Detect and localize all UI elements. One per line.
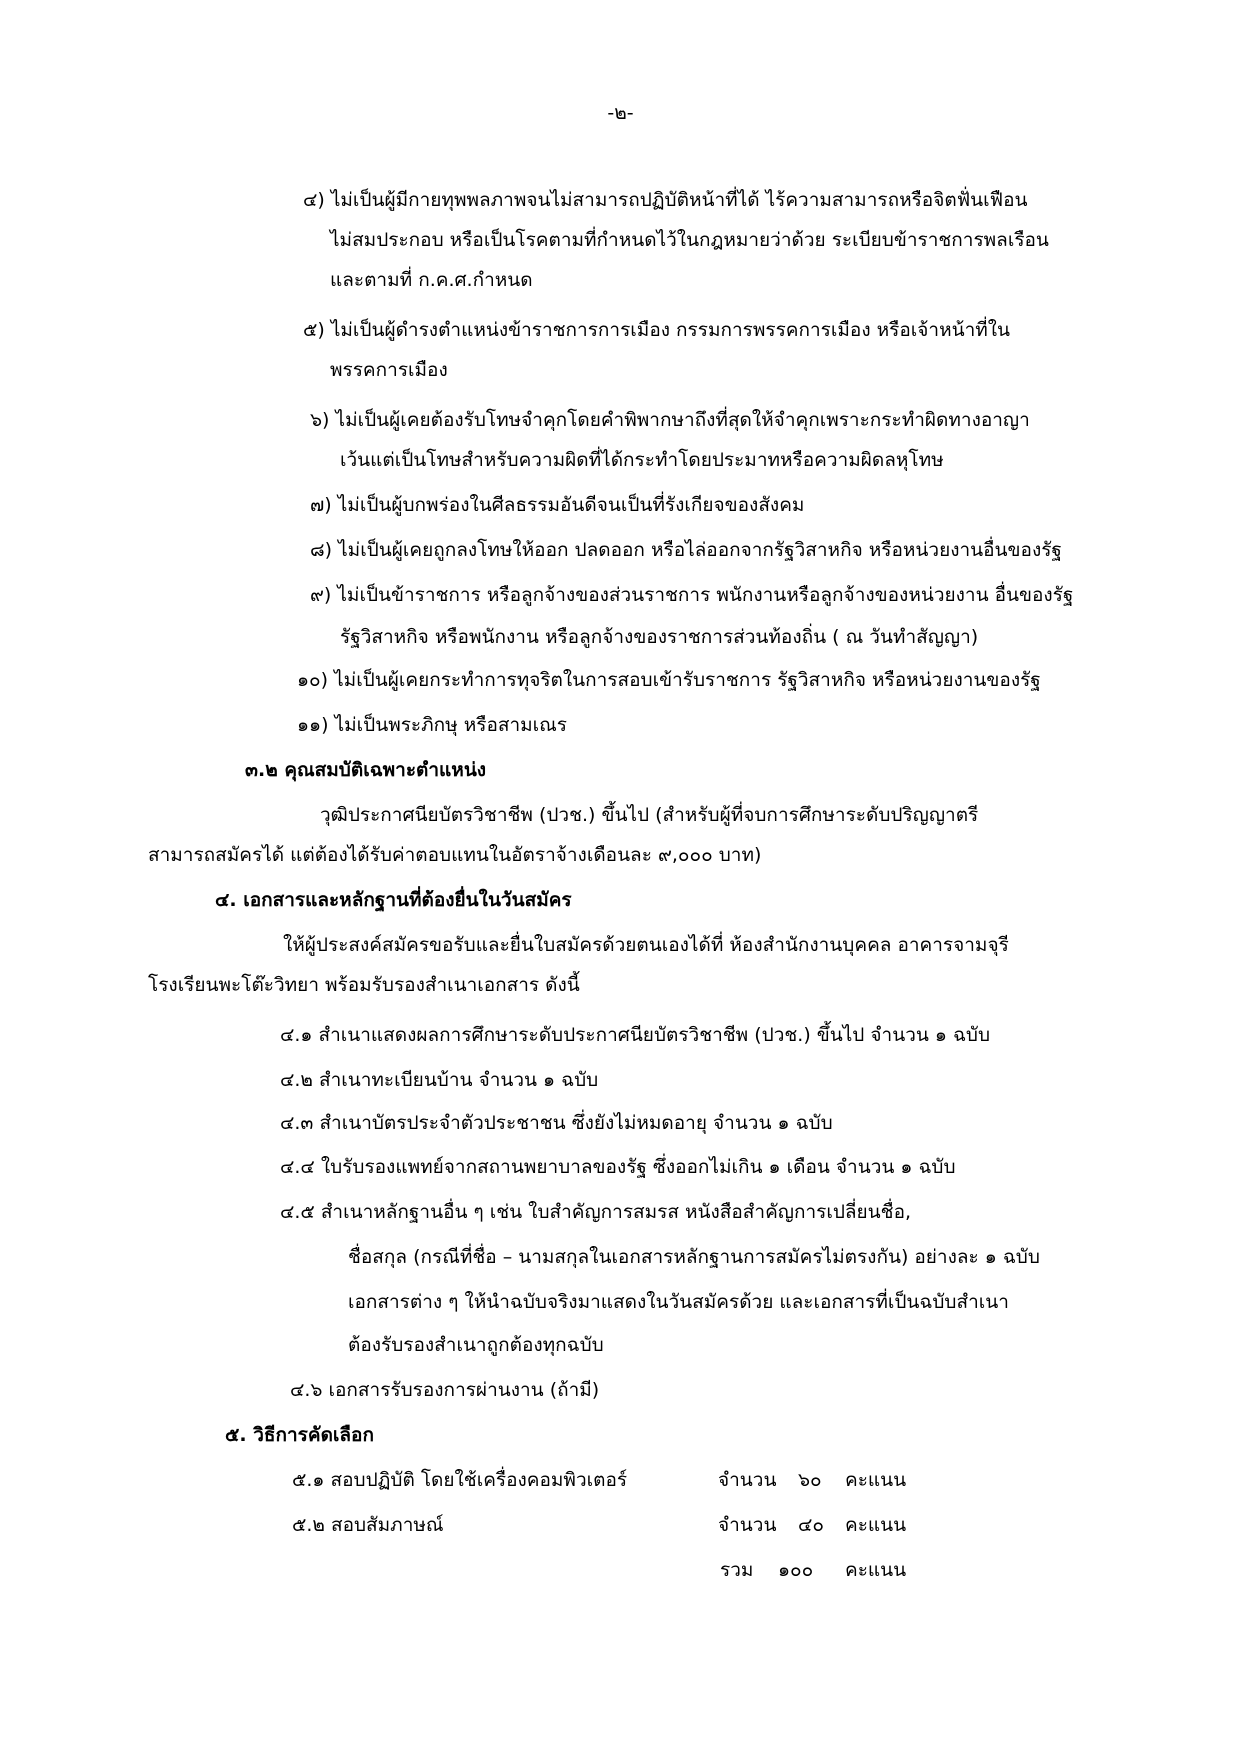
score-unit: คะแนน <box>845 1514 907 1536</box>
selection-item-5-1: ๕.๑ สอบปฏิบัติ โดยใช้เครื่องคอมพิวเตอร์ <box>292 1469 628 1491</box>
qualification-6-line1: ๖) ไม่เป็นผู้เคยต้องรับโทษจำคุกโดยคำพิพากษาถึงที่สุดให้จำคุกเพราะกระทำผิดทางอาญา <box>310 409 1030 431</box>
page-number: -๒- <box>607 102 634 124</box>
document-item-4-1: ๔.๑ สำเนาแสดงผลการศึกษาระดับประกาศนียบัตรวิชาชีพ (ปวช.) ขึ้นไป จำนวน ๑ ฉบับ <box>280 1024 991 1046</box>
document-item-4-6: ๔.๖ เอกสารรับรองการผ่านงาน (ถ้ามี) <box>290 1379 600 1401</box>
document-item-4-5-cont2: เอกสารต่าง ๆ ให้นำฉบับจริงมาแสดงในวันสมัครด้วย และเอกสารที่เป็นฉบับสำเนา <box>348 1291 1009 1313</box>
section-5-heading: ๕. วิธีการคัดเลือก <box>225 1424 374 1446</box>
qualification-9-line1: ๙) ไม่เป็นข้าราชการ หรือลูกจ้างของส่วนราชการ พนักงานหรือลูกจ้างของหน่วยงาน อื่นของรัฐ <box>310 584 1074 606</box>
document-item-4-2: ๔.๒ สำเนาทะเบียนบ้าน จำนวน ๑ ฉบับ <box>280 1069 599 1091</box>
score-label: จำนวน <box>718 1514 777 1536</box>
section-4-intro-line2: โรงเรียนพะโต๊ะวิทยา พร้อมรับรองสำเนาเอกสาร ดังนี้ <box>148 974 580 996</box>
total-score: ๑๐๐ <box>778 1559 814 1581</box>
score-unit: คะแนน <box>845 1469 907 1491</box>
section-4-heading: ๔. เอกสารและหลักฐานที่ต้องยื่นในวันสมัคร <box>215 889 572 911</box>
section-3-2-paragraph-line2: สามารถสมัครได้ แต่ต้องได้รับค่าตอบแทนในอัตราจ้างเดือนละ ๙,๐๐๐ บาท) <box>148 844 762 866</box>
document-item-4-3: ๔.๓ สำเนาบัตรประจำตัวประชาชน ซึ่งยังไม่หมดอายุ จำนวน ๑ ฉบับ <box>280 1112 833 1134</box>
document-item-4-4: ๔.๔ ใบรับรองแพทย์จากสถานพยาบาลของรัฐ ซึ่งออกไม่เกิน ๑ เดือน จำนวน ๑ ฉบับ <box>280 1156 956 1178</box>
qualification-8: ๘) ไม่เป็นผู้เคยถูกลงโทษให้ออก ปลดออก หรือไล่ออกจากรัฐวิสาหกิจ หรือหน่วยงานอื่นของรัฐ <box>310 539 1062 561</box>
qualification-5-line1: ๕) ไม่เป็นผู้ดำรงตำแหน่งข้าราชการการเมือง กรรมการพรรคการเมือง หรือเจ้าหน้าที่ใน <box>303 319 1011 341</box>
score-value: ๖๐ <box>798 1469 822 1491</box>
total-unit: คะแนน <box>845 1559 907 1581</box>
section-4-intro-line1: ให้ผู้ประสงค์สมัครขอรับและยื่นใบสมัครด้วยตนเองได้ที่ ห้องสำนักงานบุคคล อาคารจามจุรี <box>283 934 1009 956</box>
document-item-4-5-cont1: ชื่อสกุล (กรณีที่ชื่อ – นามสกุลในเอกสารหลักฐานการสมัครไม่ตรงกัน) อย่างละ ๑ ฉบับ <box>348 1246 1040 1268</box>
selection-item-5-2: ๕.๒ สอบสัมภาษณ์ <box>292 1514 444 1536</box>
score-label: จำนวน <box>718 1469 777 1491</box>
qualification-4-line2: ไม่สมประกอบ หรือเป็นโรคตามที่กำหนดไว้ในกฎหมายว่าด้วย ระเบียบข้าราชการพลเรือน <box>330 229 1049 251</box>
qualification-9-line2: รัฐวิสาหกิจ หรือพนักงาน หรือลูกจ้างของราชการส่วนท้องถิ่น ( ณ วันทำสัญญา) <box>340 626 979 648</box>
qualification-4-line1: ๔) ไม่เป็นผู้มีกายทุพพลภาพจนไม่สามารถปฏิบัติหน้าที่ได้ ไร้ความสามารถหรือจิตฟั่นเฟือน <box>303 189 1028 211</box>
score-value: ๔๐ <box>798 1514 824 1536</box>
qualification-7: ๗) ไม่เป็นผู้บกพร่องในศีลธรรมอันดีจนเป็นที่รังเกียจของสังคม <box>310 494 805 516</box>
qualification-10: ๑๐) ไม่เป็นผู้เคยกระทำการทุจริตในการสอบเข้ารับราชการ รัฐวิสาหกิจ หรือหน่วยงานของรัฐ <box>297 669 1041 691</box>
qualification-11: ๑๑) ไม่เป็นพระภิกษุ หรือสามเณร <box>297 714 567 736</box>
section-3-2-heading: ๓.๒ คุณสมบัติเฉพาะตำแหน่ง <box>245 759 487 781</box>
total-label: รวม <box>720 1559 754 1581</box>
qualification-4-line3: และตามที่ ก.ค.ศ.กำหนด <box>330 269 533 291</box>
section-3-2-paragraph-line1: วุฒิประกาศนียบัตรวิชาชีพ (ปวช.) ขึ้นไป (สำหรับผู้ที่จบการศึกษาระดับปริญญาตรี <box>320 804 979 826</box>
document-item-4-5-cont3: ต้องรับรองสำเนาถูกต้องทุกฉบับ <box>348 1334 604 1356</box>
qualification-6-line2: เว้นแต่เป็นโทษสำหรับความผิดที่ได้กระทำโดยประมาทหรือความผิดลหุโทษ <box>340 449 944 471</box>
qualification-5-line2: พรรคการเมือง <box>330 359 448 381</box>
document-item-4-5: ๔.๕ สำเนาหลักฐานอื่น ๆ เช่น ใบสำคัญการสมรส หนังสือสำคัญการเปลี่ยนชื่อ, <box>280 1201 912 1223</box>
